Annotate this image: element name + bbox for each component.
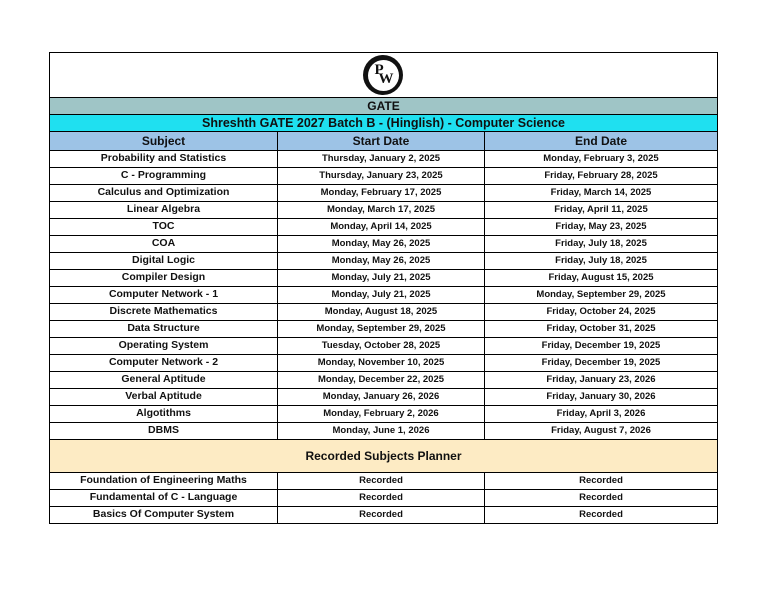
end-date-cell: Monday, September 29, 2025 [536, 289, 666, 300]
start-date-cell: Monday, January 26, 2026 [278, 389, 485, 405]
subject-cell: Basics Of Computer System [50, 507, 278, 523]
end-date-cell: Friday, April 11, 2025 [554, 204, 648, 215]
pw-logo-letter-w: W [378, 70, 394, 87]
pw-logo [363, 55, 403, 95]
table-row [50, 389, 717, 406]
subject-cell: Digital Logic [50, 253, 278, 269]
table-row [50, 507, 717, 523]
table-row [50, 287, 717, 304]
start-date-cell: Monday, February 17, 2025 [278, 185, 485, 201]
end-date-cell: Friday, January 23, 2026 [546, 374, 656, 385]
end-date-cell: Monday, February 3, 2025 [543, 153, 659, 164]
subject-cell: Calculus and Optimization [50, 185, 278, 201]
end-date-cell: Recorded [579, 509, 623, 520]
table-row [50, 338, 717, 355]
pw-logo-inner [368, 60, 399, 91]
end-date-cell: Friday, July 18, 2025 [555, 238, 647, 249]
start-date-cell: Recorded [278, 507, 485, 523]
subject-column-header: Subject [50, 132, 278, 150]
start-date-cell: Monday, May 26, 2025 [278, 253, 485, 269]
table-row [50, 185, 717, 202]
subject-cell: C - Programming [50, 168, 278, 184]
table-row [50, 236, 717, 253]
table-row [50, 490, 717, 507]
subject-cell: Operating System [50, 338, 278, 354]
subject-cell: Compiler Design [50, 270, 278, 286]
table-row [50, 253, 717, 270]
end-date-cell: Friday, May 23, 2025 [555, 221, 647, 232]
subject-cell: General Aptitude [50, 372, 278, 388]
end-date-cell: Friday, July 18, 2025 [555, 255, 647, 266]
end-date-cell: Friday, August 15, 2025 [548, 272, 654, 283]
subject-cell: DBMS [50, 423, 278, 439]
table-row [50, 372, 717, 389]
table-row [50, 168, 717, 185]
start-date-cell: Monday, June 1, 2026 [278, 423, 485, 439]
start-date-cell: Thursday, January 2, 2025 [278, 151, 485, 167]
recorded-planner-title: Recorded Subjects Planner [50, 440, 717, 473]
table-row [50, 304, 717, 321]
table-row [50, 321, 717, 338]
subject-cell: Probability and Statistics [50, 151, 278, 167]
end-date-cell: Friday, February 28, 2025 [544, 170, 658, 181]
subject-cell: Algotithms [50, 406, 278, 422]
table-row [50, 270, 717, 287]
table-row [50, 202, 717, 219]
table-row [50, 423, 717, 440]
end-date-column-header: End Date [574, 134, 627, 148]
start-date-cell: Monday, December 22, 2025 [278, 372, 485, 388]
start-date-cell: Monday, September 29, 2025 [278, 321, 485, 337]
subject-cell: TOC [50, 219, 278, 235]
subject-cell: Linear Algebra [50, 202, 278, 218]
end-date-cell: Friday, December 19, 2025 [541, 340, 661, 351]
start-date-cell: Monday, July 21, 2025 [278, 287, 485, 303]
subject-cell: Discrete Mathematics [50, 304, 278, 320]
end-date-cell: Friday, January 30, 2026 [546, 391, 656, 402]
start-date-cell: Recorded [278, 473, 485, 489]
start-date-cell: Monday, May 26, 2025 [278, 236, 485, 252]
start-date-cell: Recorded [278, 490, 485, 506]
subject-cell: Fundamental of C - Language [50, 490, 278, 506]
end-date-cell: Friday, October 31, 2025 [546, 323, 656, 334]
end-date-cell: Friday, March 14, 2025 [550, 187, 652, 198]
table-row [50, 473, 717, 490]
start-date-cell: Monday, March 17, 2025 [278, 202, 485, 218]
recorded-table-body [50, 473, 717, 523]
end-date-cell: Friday, December 19, 2025 [541, 357, 661, 368]
start-date-cell: Monday, August 18, 2025 [278, 304, 485, 320]
start-date-cell: Tuesday, October 28, 2025 [278, 338, 485, 354]
subject-cell: Foundation of Engineering Maths [50, 473, 278, 489]
end-date-cell: Recorded [579, 492, 623, 503]
subject-cell: COA [50, 236, 278, 252]
start-date-cell: Monday, February 2, 2026 [278, 406, 485, 422]
schedule-sheet [49, 52, 718, 524]
table-row [50, 406, 717, 423]
subject-cell: Computer Network - 1 [50, 287, 278, 303]
table-row [50, 355, 717, 372]
logo-row [50, 53, 717, 98]
table-row [50, 151, 717, 168]
end-date-cell: Friday, August 7, 2026 [551, 425, 651, 436]
start-date-cell: Monday, November 10, 2025 [278, 355, 485, 371]
end-date-cell: Friday, April 3, 2026 [556, 408, 646, 419]
pw-logo-letter-p: P [374, 61, 384, 78]
table-row [50, 219, 717, 236]
subject-cell: Computer Network - 2 [50, 355, 278, 371]
schedule-table-body [50, 151, 717, 440]
table-header [50, 132, 717, 151]
batch-title: Shreshth GATE 2027 Batch B - (Hinglish) - Computer Science [50, 115, 717, 132]
start-date-cell: Monday, July 21, 2025 [278, 270, 485, 286]
gate-label: GATE [50, 98, 717, 115]
start-date-column-header: Start Date [278, 132, 485, 150]
subject-cell: Verbal Aptitude [50, 389, 278, 405]
start-date-cell: Monday, April 14, 2025 [278, 219, 485, 235]
end-date-cell: Friday, October 24, 2025 [546, 306, 656, 317]
subject-cell: Data Structure [50, 321, 278, 337]
end-date-cell: Recorded [579, 475, 623, 486]
start-date-cell: Thursday, January 23, 2025 [278, 168, 485, 184]
